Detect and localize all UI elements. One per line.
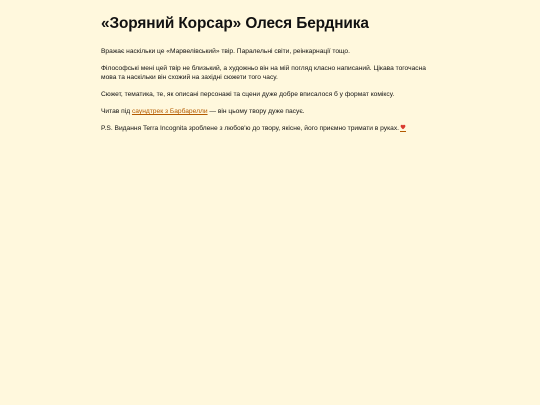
paragraph-comic-format: Сюжет, тематика, те, як описані персонажі та сцени дуже добре вписалося б у формат коміксу. bbox=[101, 91, 395, 99]
page-title: «Зоряний Корсар» Олеся Бердника bbox=[101, 15, 369, 32]
barbarella-soundtrack-link[interactable]: саундтрек з Барбарелли bbox=[131, 108, 208, 116]
soundtrack-text-after-link: — він цьому твору дуже пасує. bbox=[207, 108, 305, 116]
paragraph-marvel-comparison: Вражає наскільки це «Марвелівський» твір. Паралельні світи, реінкарнації тощо. bbox=[101, 48, 350, 55]
postscript-text: P.S. Видання Terra Incognita зроблене з любов'ю до твору, якісне, його приємно тримати в руках. bbox=[101, 125, 400, 133]
paragraph-postscript bbox=[101, 124, 443, 133]
soundtrack-text-before-link: Читав під bbox=[101, 108, 132, 116]
paragraph-philosophy-and-style: Філософські мені цей твір не близький, а художньо він на мій погляд класно написаний. Цікава тогочасна мова та наскільки він схожий на західні сюжети того часу. bbox=[101, 65, 426, 82]
paragraph-soundtrack bbox=[101, 107, 443, 116]
heart-icon bbox=[400, 124, 406, 130]
heart-underline bbox=[400, 131, 406, 132]
article-content bbox=[101, 14, 443, 142]
